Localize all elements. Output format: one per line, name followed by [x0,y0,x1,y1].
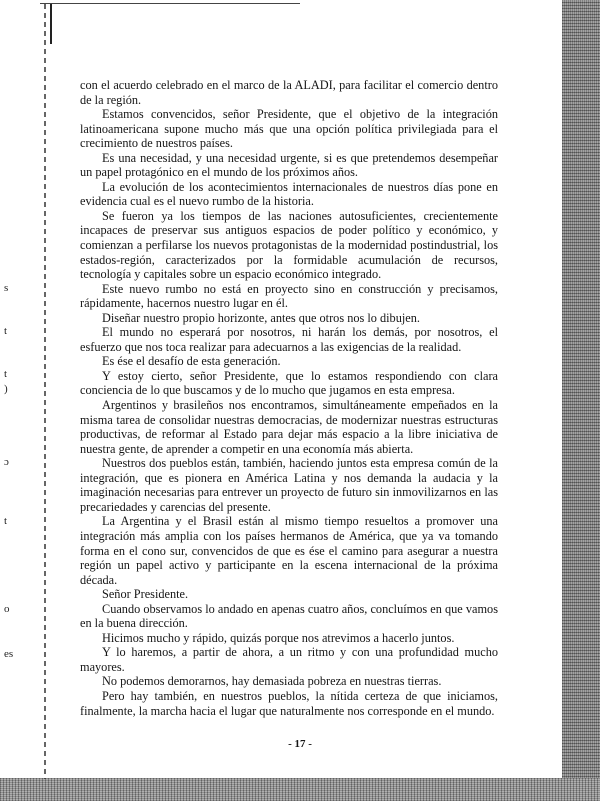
paragraph: Es una necesidad, y una necesidad urgente, si es que pretendemos desempeñar un papel protagónico en el mundo de los próximos años. [80,150,498,180]
margin-mark: ɔ [4,456,9,468]
margin-mark: es [4,648,14,660]
scan-shadow-bottom [0,778,600,801]
scan-shadow-right [562,0,600,801]
margin-mark: s [4,282,9,294]
margin-mark: ) [4,383,8,395]
margin-mark: t [4,515,8,527]
paragraph: Estamos convencidos, señor Presidente, que el objetivo de la integración latinoamericana supone mucho más que una opción política privilegiada para el crecimiento de nuestros países. [80,107,498,151]
margin-mark: o [4,603,10,615]
paragraph: con el acuerdo celebrado en el marco de la ALADI, para facilitar el comercio dentro de la región. [80,78,498,107]
page-top-edge [40,3,300,4]
paragraph: Diseñar nuestro propio horizonte, antes que otros nos lo dibujen. [102,310,420,325]
paragraph: Cuando observamos lo andado en apenas cuatro años, concluímos en que vamos en la buena dirección. [80,601,498,631]
page-number: - 17 - [288,738,312,750]
paragraph: Se fueron ya los tiempos de las naciones autosuficientes, crecientemente incapaces de preservar sus antiguos espacios de poder político y económico, y comienzan a perfilarse los nuevos protagonistas de la modernidad postindustrial, los estados-región, caracterizados por la formidable acumulación de recursos, tecnología y capitales sobre un espacio económico integrado. [80,208,498,282]
binding-edge-top [40,4,52,44]
paragraph: Y lo haremos, a partir de ahora, a un ritmo y con una profundidad mucho mayores. [80,645,498,674]
body-text [80,78,498,718]
paragraph: Señor Presidente. [102,587,189,602]
paragraph: La Argentina y el Brasil están al mismo tiempo resueltos a promover una integración más amplia con los países hermanos de América, que ya va tomando forma en el cono sur, convencidos de que es ése el camino para asegurar a nuestra región un papel activo y participante en la escena internacional de la próxima década. [80,514,498,587]
paragraph: Argentinos y brasileños nos encontramos, simultáneamente empeñados en la misma tarea de consolidar nuestras democracias, de modernizar nuestras estructuras productivas, de reformar al Estado para dejar más espacio a la libre iniciativa de nuestra gente, de aprender a competir en una economía más abierta. [80,398,498,456]
paragraph: Es ése el desafío de esta generación. [102,354,281,369]
binding-edge [44,4,46,779]
paragraph: La evolución de los acontecimientos internacionales de nuestros días pone en evidencia cual es el nuevo rumbo de la historia. [80,179,498,209]
margin-mark: t [4,368,8,380]
margin-mark: t [4,325,8,337]
paragraph: No podemos demorarnos, hay demasiada pobreza en nuestras tierras. [102,674,442,689]
paragraph: Pero hay también, en nuestros pueblos, la nítida certeza de que iniciamos, finalmente, la marcha hacia el lugar que naturalmente nos corresponde en el mundo. [80,688,498,718]
paragraph: Y estoy cierto, señor Presidente, que lo estamos respondiendo con clara conciencia de lo que buscamos y de lo mucho que jugamos en esta empresa. [80,368,498,398]
paragraph: Hicimos mucho y rápido, quizás porque nos atrevimos a hacerlo juntos. [102,630,455,645]
paragraph: Nuestros dos pueblos están, también, haciendo juntos esta empresa común de la integración, que es pionera en América Latina y nos demanda la audacia y la imaginación necesarias para entrever un proyecto de futuro sin inmovilizarnos en las precariedades y carencias del presente. [80,456,498,514]
paragraph: Este nuevo rumbo no está en proyecto sino en construcción y precisamos, rápidamente, hacernos nuestro lugar en él. [80,281,498,311]
paragraph: El mundo no esperará por nosotros, ni harán los demás, por nosotros, el esfuerzo que nos toca realizar para adecuarnos a las exigencias de la realidad. [80,325,498,354]
